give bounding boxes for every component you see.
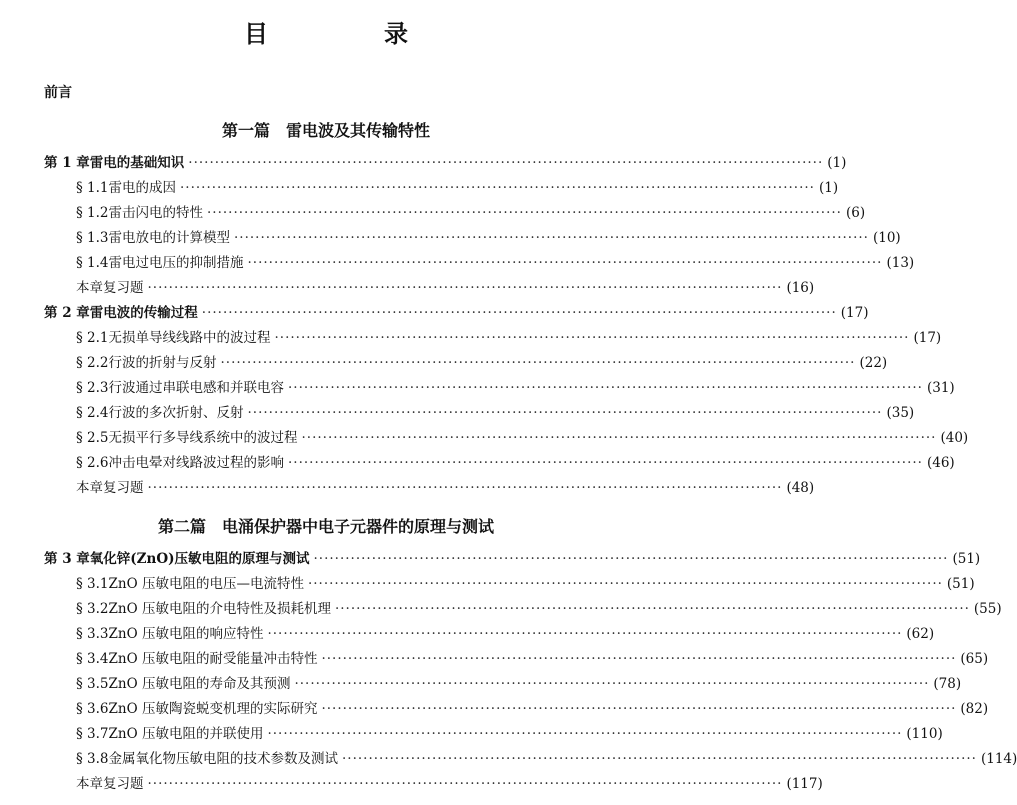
section-title: 无损单导线线路中的波过程 <box>108 330 271 346</box>
section-title: 雷电的成因 <box>108 180 177 196</box>
section-number: § 3.3 <box>76 626 109 642</box>
dot-leader: ························································································································ <box>342 751 977 767</box>
page-number: (17) <box>840 305 869 321</box>
page-number: (13) <box>886 255 915 271</box>
section-number: § 1.2 <box>76 205 109 221</box>
dot-leader: ························································································································ <box>147 480 783 496</box>
dot-leader: ························································································································ <box>147 280 783 296</box>
section-entry <box>76 674 962 694</box>
dot-leader: ························································································································ <box>234 230 869 246</box>
part-title: 第二篇 电涌保护器中电子元器件的原理与测试 <box>157 517 494 536</box>
section-entry <box>76 453 955 473</box>
page-number: (48) <box>786 480 815 496</box>
section-number: § 2.6 <box>76 455 109 471</box>
section-number: § 2.3 <box>76 380 109 396</box>
section-entry <box>76 228 901 248</box>
section-entry <box>76 178 839 198</box>
dot-leader: ························································································································ <box>180 180 815 196</box>
section-number: § 3.5 <box>76 676 109 692</box>
section-number: § 3.2 <box>76 601 109 617</box>
section-title: 行波通过串联电感和并联电容 <box>108 380 285 396</box>
dot-leader: ························································································································ <box>288 455 923 471</box>
section-entry <box>76 699 989 719</box>
dot-leader: ························································································································ <box>207 205 842 221</box>
page-number: (10) <box>872 230 901 246</box>
page-number: (31) <box>926 380 955 396</box>
chapter-entry <box>44 303 869 323</box>
section-entry <box>76 624 935 644</box>
section-entry <box>76 378 955 398</box>
chapter-number: 第 3 章 <box>44 551 90 567</box>
section-title: 雷电过电压的抑制措施 <box>108 255 244 271</box>
review-title: 本章复习题 <box>76 280 144 296</box>
section-title: 雷电放电的计算模型 <box>108 230 231 246</box>
dot-leader: ························································································································ <box>267 726 903 742</box>
dot-leader: ························································································································ <box>334 601 970 617</box>
page-number: (46) <box>926 455 955 471</box>
section-entry <box>76 724 943 744</box>
chapter-number: 第 2 章 <box>44 305 90 321</box>
page-number: (17) <box>913 330 942 346</box>
section-entry <box>76 203 866 223</box>
chapter-number: 第 1 章 <box>44 155 90 171</box>
page-number: (40) <box>940 430 969 446</box>
section-entry <box>76 749 1017 769</box>
section-number: § 1.3 <box>76 230 109 246</box>
section-title: 行波的折射与反射 <box>108 355 217 371</box>
page-number: (51) <box>952 551 981 567</box>
page-number: (114) <box>980 751 1017 767</box>
dot-leader: ························································································································ <box>288 380 923 396</box>
section-entry <box>76 253 915 273</box>
dot-leader: ························································································································ <box>274 330 910 346</box>
review-entry <box>76 478 815 498</box>
dot-leader: ························································································································ <box>321 701 957 717</box>
page-number: (16) <box>786 280 815 296</box>
dot-leader: ························································································································ <box>294 676 930 692</box>
dot-leader: ························································································································ <box>247 405 883 421</box>
page-number: (51) <box>946 576 975 592</box>
section-title: 行波的多次折射、反射 <box>108 405 244 421</box>
review-title: 本章复习题 <box>76 776 144 792</box>
page-number: (82) <box>960 701 989 717</box>
dot-leader: ························································································································ <box>307 576 943 592</box>
dot-leader: ························································································································ <box>313 551 949 567</box>
dot-leader: ························································································································ <box>201 305 837 321</box>
chapter-title: 雷电波的传输过程 <box>89 305 198 321</box>
dot-leader: ························································································································ <box>247 255 883 271</box>
section-title: ZnO 压敏电阻的响应特性 <box>108 626 264 642</box>
page-title: 目 录 <box>244 19 454 48</box>
section-entry <box>76 428 969 448</box>
page-number: (117) <box>786 776 823 792</box>
section-number: § 3.8 <box>76 751 109 767</box>
page-number: (6) <box>845 205 866 221</box>
page-number: (55) <box>973 601 1002 617</box>
dot-leader: ························································································································ <box>220 355 856 371</box>
dot-leader: ························································································································ <box>147 776 783 792</box>
chapter-entry <box>44 153 847 173</box>
page-number: (65) <box>960 651 989 667</box>
section-title: ZnO 压敏电阻的电压—电流特性 <box>108 576 304 592</box>
section-title: 冲击电晕对线路波过程的影响 <box>108 455 285 471</box>
dot-leader: ························································································································ <box>267 626 903 642</box>
section-number: § 3.7 <box>76 726 109 742</box>
page-number: (78) <box>933 676 962 692</box>
preface-entry: 前言 <box>44 85 72 101</box>
page-number: (1) <box>827 155 847 171</box>
section-entry <box>76 353 888 373</box>
review-title: 本章复习题 <box>76 480 144 496</box>
section-number: § 3.4 <box>76 651 109 667</box>
page-number: (110) <box>906 726 943 742</box>
section-title: ZnO 压敏电阻的并联使用 <box>108 726 264 742</box>
section-entry <box>76 599 1002 619</box>
page-number: (1) <box>818 180 839 196</box>
section-entry <box>76 328 942 348</box>
chapter-title: 雷电的基础知识 <box>89 155 185 171</box>
section-number: § 3.6 <box>76 701 109 717</box>
section-number: § 2.1 <box>76 330 109 346</box>
review-entry <box>76 278 815 298</box>
section-entry <box>76 403 915 423</box>
section-entry <box>76 649 989 669</box>
section-title: 雷击闪电的特性 <box>108 205 204 221</box>
section-number: § 1.4 <box>76 255 109 271</box>
chapter-entry <box>44 549 981 569</box>
section-title: ZnO 压敏电阻的耐受能量冲击特性 <box>108 651 318 667</box>
part-title: 第一篇 雷电波及其传输特性 <box>221 121 430 140</box>
dot-leader: ························································································································ <box>188 155 824 171</box>
section-title: ZnO 压敏电阻的介电特性及损耗机理 <box>108 601 331 617</box>
section-number: § 2.2 <box>76 355 109 371</box>
page-number: (35) <box>886 405 915 421</box>
chapter-title: 氧化锌(ZnO)压敏电阻的原理与测试 <box>89 551 310 567</box>
section-number: § 2.5 <box>76 430 109 446</box>
section-title: ZnO 压敏电阻的寿命及其预测 <box>108 676 291 692</box>
page-number: (22) <box>859 355 888 371</box>
review-entry <box>76 774 823 794</box>
section-title: 金属氧化物压敏电阻的技术参数及测试 <box>108 751 339 767</box>
section-title: ZnO 压敏陶瓷蜕变机理的实际研究 <box>108 701 318 717</box>
dot-leader: ························································································································ <box>321 651 957 667</box>
section-title: 无损平行多导线系统中的波过程 <box>108 430 298 446</box>
section-entry <box>76 574 975 594</box>
dot-leader: ························································································································ <box>301 430 937 446</box>
page-number: (62) <box>906 626 935 642</box>
section-number: § 2.4 <box>76 405 109 421</box>
section-number: § 1.1 <box>76 180 109 196</box>
section-number: § 3.1 <box>76 576 109 592</box>
